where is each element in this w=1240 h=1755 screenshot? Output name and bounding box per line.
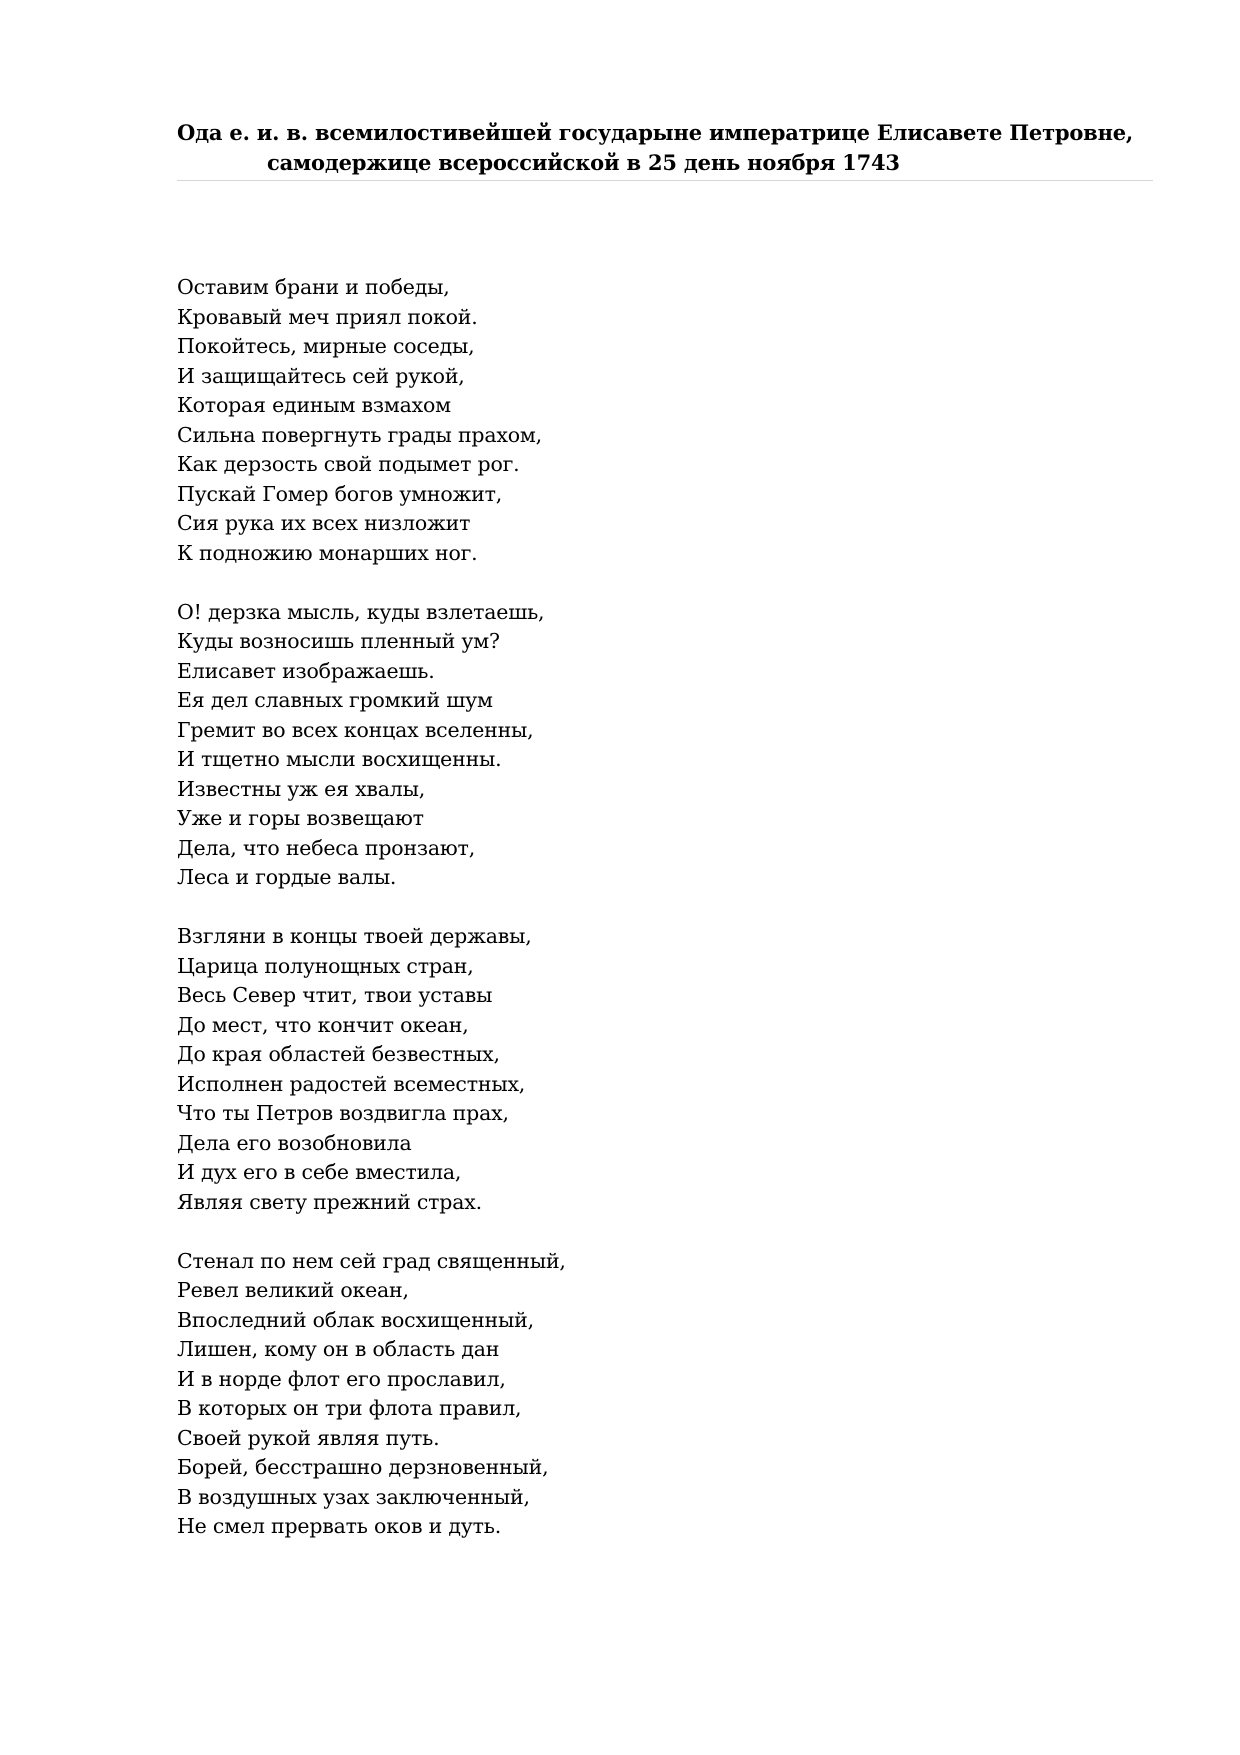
- verse-line: Своей рукой являя путь.: [177, 1425, 440, 1450]
- verse-line: Пускай Гомер богов умножит,: [177, 481, 503, 506]
- verse-line: Сильна повергнуть грады прахом,: [177, 422, 542, 447]
- stanza-3: [177, 922, 977, 1217]
- verse-line: В воздушных узах заключенный,: [177, 1484, 530, 1509]
- verse-line: До мест, что кончит океан,: [177, 1012, 469, 1037]
- verse-line: Покойтесь, мирные соседы,: [177, 334, 475, 358]
- verse-line: Впоследний облак восхищенный,: [177, 1307, 534, 1332]
- verse-line: И в норде флот его прославил,: [177, 1366, 506, 1391]
- verse-line: Борей, бесстрашно дерзновенный,: [177, 1455, 549, 1479]
- verse-line: Известны уж ея хвалы,: [177, 776, 426, 801]
- verse-line: Взгляни в концы твоей державы,: [177, 924, 532, 948]
- verse-line: Оставим брани и победы,: [177, 275, 450, 299]
- verse-line: До края областей безвестных,: [177, 1042, 500, 1066]
- stanza-4: [177, 1247, 977, 1542]
- verse-line: Исполнен радостей всеместных,: [177, 1071, 526, 1096]
- verse-line: Дела его возобновила: [177, 1130, 412, 1155]
- verse-line: В которых он три флота правил,: [177, 1396, 522, 1420]
- verse-line: Леса и гордые валы.: [177, 865, 397, 889]
- verse-line: И дух его в себе вместила,: [177, 1160, 462, 1184]
- verse-line: Ея дел славных громкий шум: [177, 688, 493, 712]
- verse-line: Елисавет изображаешь.: [177, 658, 435, 683]
- verse-line: Царица полунощных стран,: [177, 953, 474, 978]
- stanza-2: [177, 598, 977, 893]
- verse-line: Лишен, кому он в область дан: [177, 1337, 500, 1361]
- verse-line: Дела, что небеса пронзают,: [177, 835, 476, 860]
- verse-line: О! дерзка мысль, куды взлетаешь,: [177, 599, 545, 624]
- verse-line: Кровавый меч приял покой.: [177, 304, 478, 329]
- document-title: [177, 118, 1153, 181]
- poem-body: [177, 273, 977, 1571]
- stanza-1: [177, 273, 977, 568]
- verse-line: Как дерзость свой подымет рог.: [177, 452, 520, 476]
- verse-line: Сия рука их всех низложит: [177, 511, 471, 535]
- verse-line: Не смел прервать оков и дуть.: [177, 1514, 502, 1538]
- verse-line: Весь Север чтит, твои уставы: [177, 983, 493, 1007]
- verse-line: Которая единым взмахом: [177, 393, 451, 417]
- verse-line: Гремит во всех концах вселенны,: [177, 717, 534, 742]
- verse-line: Уже и горы возвещают: [177, 806, 424, 830]
- title-line-1: Ода е. и. в. всемилостивейшей государыне императрице Елисавете Петровне,: [177, 120, 1134, 145]
- verse-line: К подножию монарших ног.: [177, 540, 478, 565]
- verse-line: И тщетно мысли восхищенны.: [177, 747, 502, 771]
- verse-line: Куды возносишь пленный ум?: [177, 629, 500, 653]
- title-line-2: самодержице всероссийской в 25 день ноября 1743: [267, 150, 900, 175]
- verse-line: Что ты Петров воздвигла прах,: [177, 1101, 509, 1125]
- verse-line: Являя свету прежний страх.: [177, 1189, 482, 1214]
- verse-line: Стенал по нем сей град священный,: [177, 1248, 566, 1273]
- verse-line: И защищайтесь сей рукой,: [177, 363, 465, 388]
- verse-line: Ревел великий океан,: [177, 1278, 409, 1302]
